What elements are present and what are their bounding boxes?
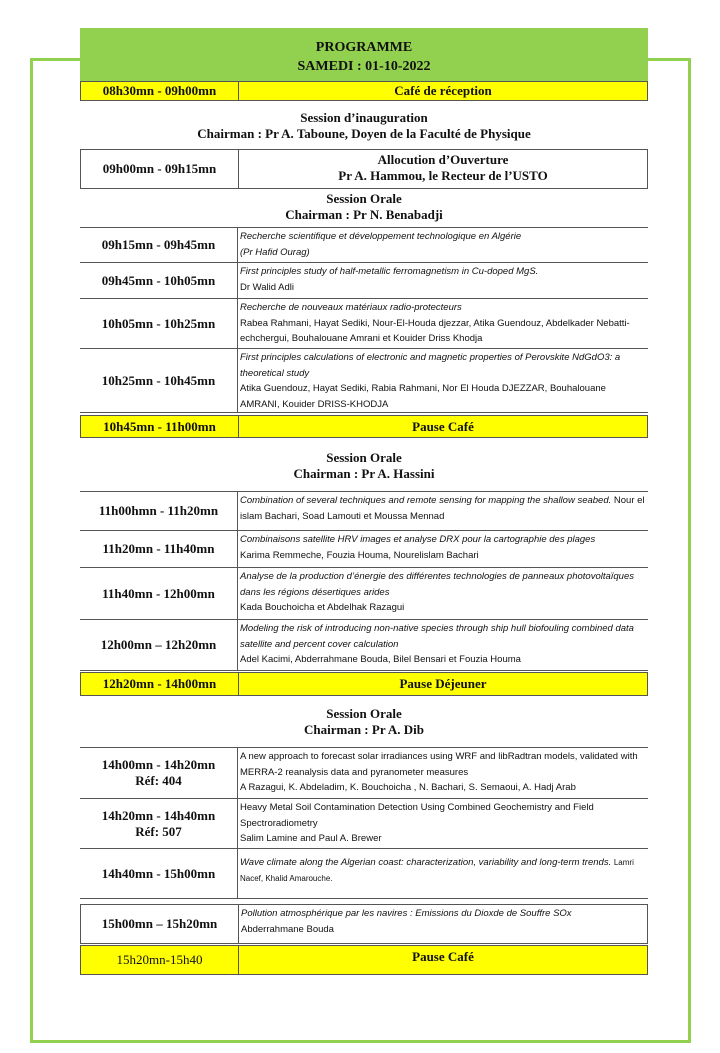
talk-authors: Karima Remmeche, Fouzia Houma, Nourelislam Bachari <box>240 549 479 561</box>
time-cell: 10h05mn - 10h25mn <box>80 299 238 348</box>
talk-desc <box>238 299 648 348</box>
opening-line1: Allocution d’Ouverture <box>377 152 509 167</box>
talk-authors: Abderrahmane Bouda <box>241 923 334 935</box>
time-cell: 10h45mn - 11h00mn <box>81 416 239 437</box>
talk-desc <box>238 492 648 530</box>
time-cell: 15h00mn – 15h20mn <box>81 905 239 943</box>
opening-line2: Pr A. Hammou, le Recteur de l’USTO <box>338 168 548 183</box>
time-cell: 12h00mn – 12h20mn <box>80 620 238 670</box>
time-cell: 14h40mn - 15h00mn <box>80 849 238 898</box>
time-cell: 15h20mn-15h40 <box>81 946 239 974</box>
talk-desc <box>238 263 648 298</box>
talk-ref: Réf: 404 <box>135 773 182 788</box>
session-title: Session d’inauguration <box>300 110 428 125</box>
talk-title: Wave climate along the Algerian coast: characterization, variability and long-term trends. <box>240 857 612 868</box>
time-cell: 11h00hmn - 11h20mn <box>80 492 238 530</box>
lunch-break-row <box>80 672 648 696</box>
programme-title: PROGRAMME <box>315 40 413 55</box>
break-label: Pause Café <box>412 949 474 964</box>
coffee-break-row <box>80 945 648 975</box>
talk-authors: Kada Bouchoicha et Abdelhak Razagui <box>240 602 405 614</box>
session2-heading <box>80 450 648 482</box>
talk-time: 14h20mn - 14h40mn <box>101 807 216 823</box>
talk-title: Analyse de la production d’énergie des différentes technologies de panneaux photovoltaïques dans les régions désertiques arides <box>240 571 635 598</box>
talk-authors: Rabea Rahmani, Hayat Sediki, Nour-El-Houda djezzar, Atika Guendouz, Abdelkader Nebatti-echchergui, Bouhalouane Amrani et Kouider Driss Khodja <box>240 317 630 345</box>
talk-desc <box>238 748 648 798</box>
time-cell: 12h20mn - 14h00mn <box>81 673 239 695</box>
talk-row <box>80 620 648 671</box>
coffee-break-row <box>80 415 648 438</box>
talk-desc <box>238 799 648 848</box>
talk-title: Heavy Metal Soil Contamination Detection Using Combined Geochemistry and Field Spectroradiometry <box>240 802 594 829</box>
welcome-label: Café de réception <box>394 83 492 98</box>
talk-row <box>80 491 648 531</box>
talk-title: Modeling the risk of introducing non-native species through ship hull biofouling combined data satellite and percent cover calculation <box>240 623 634 650</box>
talk-authors: (Pr Hafid Ourag) <box>240 246 310 258</box>
inauguration-heading <box>80 110 648 142</box>
time-cell: 11h40mn - 12h00mn <box>80 568 238 619</box>
time-cell: 10h25mn - 10h45mn <box>80 349 238 412</box>
talk-ref: Réf: 507 <box>135 823 182 839</box>
talk-row <box>80 263 648 299</box>
session-chairman: Chairman : Pr A. Taboune, Doyen de la Faculté de Physique <box>197 126 531 141</box>
time-cell: 09h45mn - 10h05mn <box>80 263 238 298</box>
session-title: Session Orale <box>326 450 402 465</box>
talk-title: Combinaisons satellite HRV images et analyse DRX pour la cartographie des plages <box>240 534 596 545</box>
talk-authors: Dr Walid Adli <box>240 281 295 293</box>
session-chairman: Chairman : Pr A. Hassini <box>293 466 435 481</box>
time-cell: 09h15mn - 09h45mn <box>80 228 238 262</box>
opening-text <box>239 150 647 188</box>
talk-desc <box>238 349 648 412</box>
session-chairman: Chairman : Pr N. Benabadji <box>285 207 443 222</box>
talk-title: A new approach to forecast solar irradiances using WRF and libRadtran models, validated with MERRA-2 reanalysis data and pyranometer measures <box>240 751 638 778</box>
talk-title: First principles study of half-metallic ferromagnetism in Cu-doped MgS. <box>240 266 539 277</box>
talk-desc <box>239 905 647 943</box>
time-cell <box>80 799 238 848</box>
session1-heading <box>80 191 648 223</box>
time-cell: 08h30mn - 09h00mn <box>81 82 239 100</box>
time-cell: 09h00mn - 09h15mn <box>81 150 239 188</box>
talk-desc <box>238 531 648 567</box>
talk-desc <box>238 849 648 898</box>
talk-desc <box>238 568 648 619</box>
programme-header <box>80 28 648 81</box>
break-label: Pause Déjeuner <box>399 676 487 691</box>
talk-row <box>80 299 648 349</box>
talk-authors: Nour el islam Bachari, Soad Lamouti et Moussa Mennad <box>240 495 645 522</box>
talk-row <box>80 799 648 849</box>
time-cell <box>80 748 238 798</box>
talk-row <box>80 531 648 568</box>
talk-authors: Lamri Nacef, Khalid Amarouche. <box>240 858 634 883</box>
talk-row <box>80 349 648 413</box>
talk-row <box>80 747 648 799</box>
talk-title: Pollution atmosphérique par les navires : Emissions du Dioxde de Souffre SOx <box>241 908 572 919</box>
talk-title: Recherche scientifique et développement technologique en Algérie <box>240 231 522 242</box>
talk-title: Recherche de nouveaux matériaux radio-protecteurs <box>240 302 462 313</box>
talk-authors: Adel Kacimi, Abderrahmane Bouda, Bilel Bensari et Fouzia Houma <box>240 654 521 666</box>
session-title: Session Orale <box>326 706 402 721</box>
opening-row <box>80 149 648 189</box>
talk-title: First principles calculations of electronic and magnetic properties of Perovskite NdGdO3: a theoretical study <box>240 352 621 379</box>
talk-row <box>80 904 648 944</box>
session3-heading <box>80 706 648 738</box>
break-label: Pause Café <box>412 418 474 434</box>
talk-desc <box>238 620 648 670</box>
talk-row <box>80 849 648 899</box>
talk-title: Combination of several techniques and remote sensing for mapping the shallow seabed. <box>240 495 612 506</box>
talk-authors: A Razagui, K. Abdeladim, K. Bouchoicha , N. Bachari, S. Semaoui, A. Hadj Arab <box>240 782 576 794</box>
welcome-row <box>80 81 648 101</box>
talk-row <box>80 227 648 263</box>
time-cell: 11h20mn - 11h40mn <box>80 531 238 567</box>
programme-date: SAMEDI : 01-10-2022 <box>297 59 431 74</box>
session-chairman: Chairman : Pr A. Dib <box>303 722 424 737</box>
talk-authors: Salim Lamine and Paul A. Brewer <box>240 833 382 845</box>
session-title: Session Orale <box>326 191 402 206</box>
talk-authors: Atika Guendouz, Hayat Sediki, Rabia Rahmani, Nor El Houda DJEZZAR, Bouhalouane AMRANI, Kouider DRISS-KHODJA <box>240 383 606 410</box>
talk-row <box>80 568 648 620</box>
talk-desc <box>238 228 648 262</box>
talk-time: 14h00mn - 14h20mn <box>101 757 216 772</box>
